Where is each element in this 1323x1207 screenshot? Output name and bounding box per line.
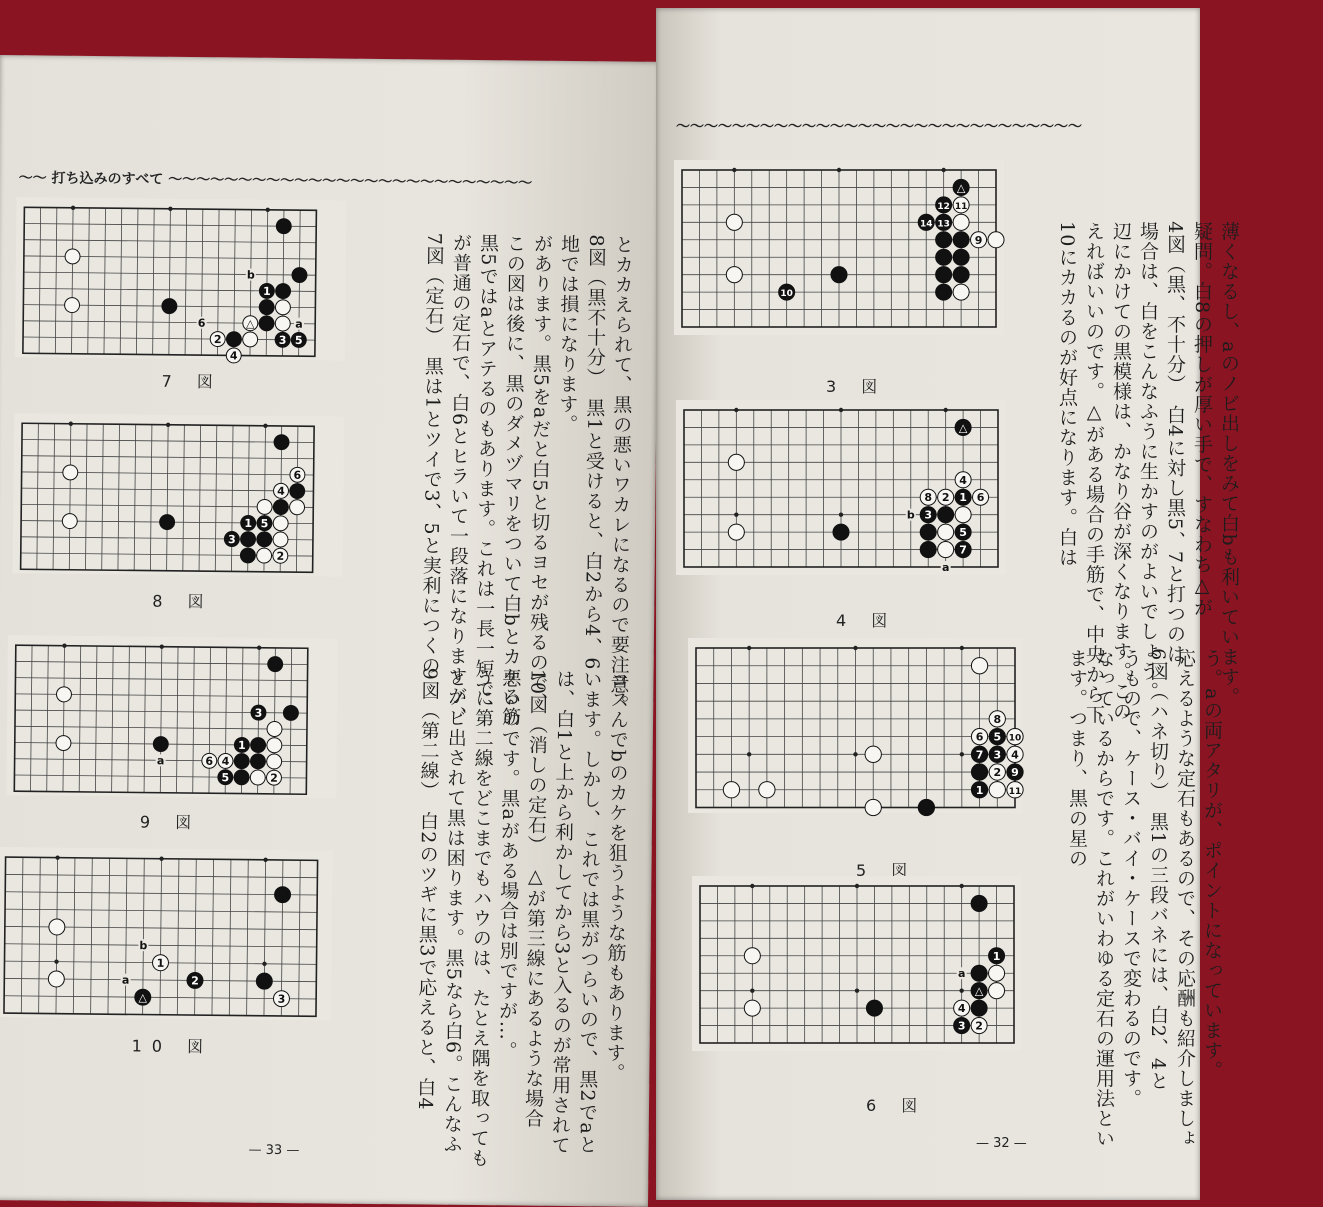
page-number-32: — 32 — [976, 1136, 1027, 1151]
go-diagram-10 [0, 847, 333, 1020]
move-label: 1 [959, 491, 967, 505]
move-label: 3 [227, 532, 236, 547]
move-label: 6 [293, 468, 302, 482]
white-stone [989, 983, 1005, 999]
black-stone [936, 232, 952, 248]
text-column: う。aの両アタリが、ポイントになっています。 [1201, 648, 1223, 1081]
move-label: 3 [254, 706, 263, 720]
move-label: 3 [278, 333, 287, 347]
black-stone [971, 895, 987, 911]
white-stone [267, 754, 282, 769]
grid-line [201, 209, 203, 355]
text-column: 6図（ハネ切り） 黒1の三段バネには、白2、4と [1147, 648, 1169, 1092]
move-label: a [941, 561, 950, 574]
move-label: 8 [993, 712, 1002, 726]
grid-line [212, 859, 214, 1015]
go-diagram-3 [674, 160, 1004, 335]
caption-fig10: 10 図 [131, 1036, 214, 1057]
black-stone [936, 267, 952, 283]
move-label: 1 [156, 956, 165, 970]
black-stone [256, 973, 272, 989]
text-column: 4図（黒、不十分） 白4に対し黒5、7と打つのは [1164, 221, 1186, 665]
text-column: えればいいのです。△がある場合の手筋で、中央から下 [1083, 221, 1105, 725]
text-column: なっているからです。これがいわゆる定石の運用法とい [1093, 648, 1115, 1149]
white-stone [728, 524, 744, 540]
black-stone [241, 532, 256, 547]
move-label: 3 [924, 508, 933, 522]
move-label: 2 [276, 549, 285, 563]
grid-line [47, 646, 49, 792]
black-stone [257, 532, 272, 547]
star-point [855, 988, 859, 992]
star-point [941, 168, 945, 172]
black-stone [153, 737, 168, 752]
white-stone [865, 799, 881, 815]
grid-line [112, 646, 114, 792]
star-point [839, 408, 843, 412]
go-diagram-8 [13, 413, 345, 576]
black-stone [240, 548, 255, 563]
text-column: この図は後に、黒のダメヅマリをついて白bとカケる筋 [498, 233, 527, 727]
grid-line [160, 859, 162, 1015]
grid-line [56, 858, 58, 1014]
left-text-upper [389, 204, 664, 727]
black-stone [259, 316, 274, 331]
grid-line [86, 424, 88, 570]
white-stone [275, 300, 290, 315]
black-stone [971, 1000, 987, 1016]
black-stone [953, 249, 969, 265]
caption-fig5: 5 図 [856, 861, 918, 880]
move-label: 2 [975, 1019, 983, 1033]
white-stone [723, 782, 739, 798]
move-label: 11 [954, 201, 968, 212]
black-stone [920, 542, 936, 558]
grid-line [37, 423, 39, 569]
white-stone [989, 782, 1005, 798]
grid-line [144, 647, 146, 793]
text-column: 8図（黒不十分） 黒1と受けると、白2から4、6 [580, 234, 608, 671]
move-label: 6 [975, 730, 984, 744]
black-stone [938, 507, 954, 523]
grid-line [95, 646, 97, 792]
text-column: うもので、ケース・バイ・ケースで変わるのです。 [1120, 648, 1142, 1109]
move-label: △ [974, 984, 984, 998]
caption-fig8: 8 図 [152, 591, 214, 612]
star-point [262, 962, 266, 966]
move-label: 4 [957, 1002, 966, 1016]
grid-line [177, 647, 179, 793]
white-stone [726, 214, 742, 230]
move-label: 9 [974, 233, 983, 247]
white-stone [865, 746, 881, 762]
white-stone [726, 267, 742, 283]
move-label: 6 [205, 754, 214, 768]
black-stone [866, 1000, 882, 1016]
move-label: 11 [1008, 786, 1022, 797]
star-point [750, 988, 754, 992]
grid-line [108, 858, 110, 1014]
white-stone [988, 232, 1004, 248]
white-stone [273, 516, 288, 531]
white-stone [989, 965, 1005, 981]
black-stone [292, 267, 307, 282]
move-label: 5 [959, 526, 967, 540]
star-point [747, 646, 751, 650]
black-stone [936, 284, 952, 300]
white-stone [56, 735, 71, 750]
go-diagram-4 [676, 400, 1006, 575]
star-point [943, 408, 947, 412]
white-stone [953, 214, 969, 230]
white-stone [955, 507, 971, 523]
text-column: 辺にかけての黒模様は、かなり谷が深くなります。この [1110, 221, 1132, 722]
star-point [853, 646, 857, 650]
grid-line [209, 647, 211, 793]
grid-line [183, 425, 185, 571]
white-stone [953, 284, 969, 300]
white-stone [744, 1000, 760, 1016]
text-column: が普通の定石で、白6とヒラいて一段落になりますが、 [444, 232, 473, 727]
grid-line [134, 424, 136, 570]
move-label: △ [958, 421, 968, 435]
black-stone [226, 332, 241, 347]
star-point [263, 424, 267, 428]
black-stone [259, 300, 274, 315]
left-page [0, 55, 660, 1207]
black-stone [268, 657, 283, 672]
grid-line [150, 425, 152, 571]
white-stone [275, 316, 290, 331]
move-label: 4 [277, 484, 285, 498]
move-label: 12 [937, 201, 950, 212]
star-point [166, 423, 170, 427]
move-label: 4 [221, 754, 230, 768]
grid-line [229, 859, 231, 1015]
move-label: 3 [277, 992, 286, 1006]
grid-line [128, 646, 130, 792]
black-stone [276, 284, 291, 299]
text-column: があります。黒5をaだと白5と切るヨセが残るので、 [526, 233, 554, 713]
move-label: 14 [919, 219, 933, 230]
star-point [263, 858, 267, 862]
text-column: 応えるような定石もあるので、その応酬も紹介しましょ [1174, 648, 1196, 1149]
star-point [734, 408, 738, 412]
header-wave-right: 〜〜〜〜〜〜〜〜〜〜〜〜〜〜〜〜〜〜〜〜〜〜〜〜〜〜 [168, 171, 533, 192]
text-column: 地では損になります。 [556, 234, 581, 435]
text-column: 9図（第二線） 白2のツギに黒3で応えると、白4 [413, 667, 441, 1111]
move-label: 1 [975, 783, 984, 797]
white-stone [273, 532, 288, 547]
black-stone [936, 249, 952, 265]
white-stone [938, 524, 954, 540]
go-diagram-9 [6, 635, 338, 798]
move-label: 5 [993, 730, 1002, 744]
caption-fig4: 4 図 [836, 611, 898, 630]
black-stone [283, 705, 298, 720]
text-column: うに第二線をどこまでもハウのは、たとえ隅を取っても [467, 668, 495, 1169]
star-point [750, 884, 754, 888]
star-point [855, 884, 859, 888]
grid-line [118, 424, 120, 570]
grid-line [299, 860, 301, 1016]
black-stone [971, 965, 987, 981]
white-stone [56, 687, 71, 702]
move-label: b [139, 939, 148, 953]
black-stone [234, 770, 249, 785]
grid-line [125, 858, 127, 1014]
white-stone [48, 971, 64, 987]
white-stone [62, 514, 77, 529]
move-label: 2 [213, 333, 222, 347]
black-stone [918, 799, 934, 815]
grid-line [91, 858, 93, 1014]
grid-line [55, 208, 57, 354]
white-stone [250, 770, 265, 785]
move-label: 1 [237, 738, 246, 752]
black-stone [160, 515, 175, 530]
caption-fig3: 3 図 [826, 377, 888, 396]
grid-line [63, 646, 65, 792]
move-label: 10 [780, 289, 793, 300]
star-point [160, 645, 164, 649]
move-label: 2 [270, 771, 278, 785]
star-point [266, 208, 270, 212]
black-stone [250, 754, 265, 769]
grid-line [88, 208, 90, 354]
grid-line [193, 647, 195, 793]
black-stone [274, 435, 289, 450]
white-stone [257, 499, 272, 514]
grid-line [167, 425, 169, 571]
move-label: 9 [1011, 766, 1019, 780]
grid-line [79, 646, 81, 792]
move-label: b [246, 268, 255, 282]
text-column: 疑問。白8の押しが厚い手で、すなわち△が [1191, 221, 1213, 618]
grid-line [160, 647, 162, 793]
black-stone [234, 754, 249, 769]
black-stone [273, 500, 288, 515]
black-stone [953, 232, 969, 248]
caption-fig7: 7 図 [161, 371, 223, 392]
star-point [837, 168, 841, 172]
grid-line [215, 425, 217, 571]
white-stone [759, 782, 775, 798]
text-column: コスんでbのカケを狙うような筋もあります。 [603, 669, 630, 1083]
grid-line [169, 209, 171, 355]
move-label: △ [956, 181, 966, 195]
left-text-lower [384, 639, 659, 1169]
move-label: 1 [262, 284, 271, 298]
white-stone [63, 465, 78, 480]
move-label: 5 [221, 771, 230, 785]
move-label: 7 [959, 543, 967, 557]
text-column: 7図（定石） 黒は1とツイで3、5と実利につくの [418, 232, 446, 676]
right-text-upper [1026, 193, 1323, 725]
star-point [159, 857, 163, 861]
move-label: 2 [993, 766, 1002, 780]
move-label: 4 [1011, 748, 1019, 762]
white-stone [267, 738, 282, 753]
text-column: は、白1と上から利かしてから3と入るのが常用されて [548, 669, 576, 1156]
move-label: a [957, 967, 966, 981]
star-point [69, 422, 73, 426]
grid-line [266, 210, 268, 356]
black-stone [971, 764, 987, 780]
star-point [62, 643, 66, 647]
grid-line [264, 860, 266, 1016]
move-label: 1 [992, 949, 1001, 963]
star-point [853, 752, 857, 756]
go-diagram-6 [692, 876, 1022, 1051]
move-label: 8 [924, 491, 933, 505]
move-label: 4 [229, 349, 238, 363]
move-label: △ [246, 317, 255, 331]
grid-line [247, 860, 249, 1016]
text-column: ます。つまり、黒の星の [1066, 648, 1088, 869]
move-label: 4 [959, 473, 967, 487]
star-point [168, 207, 172, 211]
grid-line [31, 645, 33, 791]
chapter-title: 打ち込みのすべて [51, 170, 164, 188]
white-stone [938, 542, 954, 558]
black-stone [290, 483, 305, 498]
black-stone [162, 299, 177, 314]
white-stone [267, 721, 282, 736]
grid-line [104, 208, 106, 354]
grid-line [69, 424, 71, 570]
move-label: 6 [976, 491, 985, 505]
star-point [960, 752, 964, 756]
caption-fig6: 6 図 [866, 1096, 928, 1115]
grid-line [120, 208, 122, 354]
move-label: 7 [975, 748, 984, 762]
black-stone [920, 524, 936, 540]
grid-line [72, 208, 74, 354]
chapter-header [19, 167, 533, 192]
grid-line [53, 424, 55, 570]
move-label: 2 [941, 491, 950, 505]
right-text-lower [1036, 620, 1252, 1149]
go-diagram-7 [15, 197, 347, 363]
move-label: b [906, 508, 915, 522]
star-point [959, 988, 963, 992]
text-column: 悪いのです。黒aがある場合は別ですが…。 [495, 668, 522, 1061]
text-column: とノビ出されて黒は困ります。黒5なら白6。こんなふ [440, 667, 468, 1155]
grid-line [296, 426, 298, 572]
text-column: います。しかし、これでは黒がつらいので、黒2でaと [575, 669, 603, 1155]
black-stone [833, 524, 849, 540]
move-label: 1 [244, 516, 253, 530]
move-label: 6 [197, 316, 206, 330]
white-stone [257, 548, 272, 563]
white-stone [290, 500, 305, 515]
black-stone [251, 738, 266, 753]
page-number-33: — 33 — [248, 1142, 300, 1159]
star-point [257, 646, 261, 650]
right-page [656, 8, 1240, 1200]
move-label: 3 [993, 748, 1002, 762]
star-point [732, 168, 736, 172]
move-label: a [121, 973, 130, 987]
star-point [55, 855, 59, 859]
white-stone [243, 332, 258, 347]
text-column: 黒5ではaとアテるのもあります。これは一長一短で、 [472, 233, 500, 719]
white-stone [65, 298, 80, 313]
text-column: 10図（消しの定石） △が第三線にあるような場合 [521, 668, 549, 1129]
text-column: 場合は、白をこんなふうに生かすのがよいでしょう。 [1137, 221, 1159, 702]
black-stone [276, 219, 291, 234]
move-label: 10 [1008, 733, 1022, 744]
grid-line [102, 424, 104, 570]
star-point [960, 646, 964, 650]
white-stone [744, 948, 760, 964]
grid-line [73, 858, 75, 1014]
grid-line [136, 208, 138, 354]
text-column: 薄くなるし、aのノビ出しをみて白bも利いています。 [1218, 221, 1240, 707]
white-stone [971, 658, 987, 674]
grid-line [21, 857, 23, 1013]
move-label: 5 [260, 517, 269, 531]
move-label: 3 [957, 1019, 966, 1033]
white-stone [728, 454, 744, 470]
right-header-wave: 〜〜〜〜〜〜〜〜〜〜〜〜〜〜〜〜〜〜〜〜〜〜〜〜〜〜〜〜〜 [676, 119, 1082, 135]
star-point [959, 884, 963, 888]
star-point [54, 959, 58, 963]
move-label: 13 [937, 219, 950, 230]
grid-line [195, 859, 197, 1015]
move-label: 5 [294, 333, 303, 347]
move-label: △ [138, 991, 148, 1005]
move-label: a [295, 317, 303, 331]
star-point [747, 752, 751, 756]
text-column: 10にカカるのが好点になります。白は [1056, 221, 1078, 568]
white-stone [65, 249, 80, 264]
move-label: 2 [191, 974, 199, 988]
caption-fig9: 9 図 [139, 812, 202, 833]
grid-line [39, 857, 41, 1013]
star-point [839, 512, 843, 516]
star-point [71, 206, 75, 210]
black-stone [831, 267, 847, 283]
black-stone [953, 267, 969, 283]
header-wave-left: 〜〜 [18, 170, 47, 187]
grid-line [39, 207, 41, 353]
grid-line [153, 209, 155, 355]
grid-line [290, 648, 292, 794]
black-stone [274, 887, 290, 903]
star-point [734, 512, 738, 516]
grid-line [199, 425, 201, 571]
grid-line [177, 859, 179, 1015]
white-stone [49, 919, 65, 935]
grid-line [185, 209, 187, 355]
grid-line [231, 425, 233, 571]
text-column: とカカえられて、黒の悪いワカレになるので要注意。 [607, 234, 635, 715]
go-diagram-5 [688, 638, 1023, 813]
move-label: a [156, 754, 165, 768]
